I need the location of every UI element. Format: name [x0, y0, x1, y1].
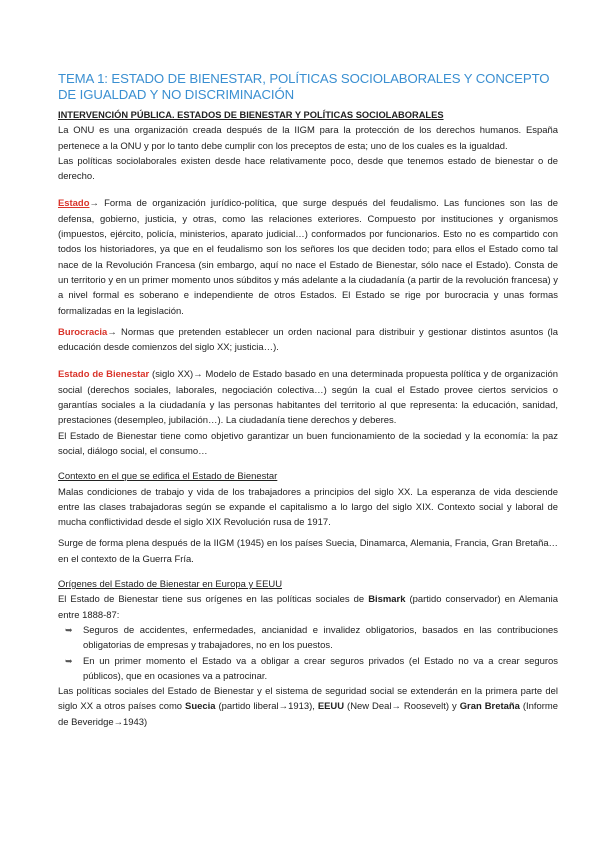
bismark-name: Bismark — [368, 594, 406, 606]
intro-paragraph-2: Las políticas sociolaborales existen desde hace relativamente poco, desde que tenemos estado de bienestar o de derecho. — [58, 155, 558, 183]
contexto-heading: Contexto en el que se edifica el Estado de Bienestar — [58, 471, 278, 483]
burocracia-text: → Normas que pretenden establecer un orden nacional para distribuir y gestionar distintos asuntos (la educación desde comienzos del siglo XX; justicia…). — [58, 326, 558, 354]
origenes-bullet-list — [58, 623, 558, 684]
estado-definition — [58, 196, 558, 318]
estado-bienestar-objective: El Estado de Bienestar tiene como objetivo garantizar un buen funcionamiento de la sociedad y la economía: la paz social, diálogo social, el consumo… — [58, 430, 558, 457]
estado-bienestar-text: (siglo XX)→ Modelo de Estado basado en una determinada propuesta política y de organización social (derechos sociales, laborales, negociación colectiva…) según la cual el Estado provee ciertos servicios o garantías sociales a la ciudadanía y las personas habitantes del territorio al que representa: la educación, sanidad, prestaciones (desempleo, jubilación…). La ciudadanía tiene derechos y deberes. — [58, 369, 558, 427]
country-suecia: Suecia — [185, 701, 216, 713]
estado-bienestar-definition — [58, 367, 558, 428]
origenes-paragraph-2: Las políticas sociales del Estado de Bienestar y el sistema de seguridad social se extenderán en la primera parte del siglo XX a otros países como Suecia (partido liberal→1913), EEUU (New Deal→ Roosevelt) y Gran Bretaña (Informe de Beveridge→1943) — [58, 686, 558, 728]
country-gran-bretana: Gran Bretaña — [459, 701, 520, 713]
intro-paragraph: La ONU es una organización creada después de la IIGM para la protección de los derechos humanos. España pertenece a la ONU y por lo tanto debe cumplir con los preceptos de esta; uno de los cuales es la igualdad. — [58, 125, 558, 152]
arrow-bullet-icon: ➥ — [65, 624, 73, 635]
estado-text: → Forma de organización jurídico-política, que surge después del feudalismo. Las funciones son las de defensa, gobierno, justicia, y otras, como las relaciones exteriores. Compuesto por instituciones y organismos (impuestos, ejército, policía, ministerios, aparato judicial…) conformados por funcionarios. Esto no es compartido con todos los historiadores, ya que en el feudalismo son los señores los que deciden todo; para ellos el Estado como tal nace de la Revolución Francesa (sin embargo, aquí no nace el Estado de Bienestar, sólo nace el Estado). Consta de un territorio y en un primer momento unos súbditos y más adelante a la ciudadanía (a partir de la revolución francesa) y a nivel formal es soberano e independiente de otros Estados. El Estado se rige por burocracia y unas formas formalizadas en la legislación. — [58, 198, 558, 317]
burocracia-definition — [58, 325, 558, 356]
arrow-bullet-icon: ➥ — [65, 655, 73, 666]
country-eeuu: EEUU — [317, 701, 345, 713]
contexto-paragraph-2: Surge de forma plena después de la IIGM (1945) en los países Suecia, Dinamarca, Alemania, Francia, Gran Bretaña… en el contexto de la Guerra Fría. — [58, 538, 558, 565]
term-estado-bienestar: Estado de Bienestar — [58, 369, 150, 381]
term-estado: Estado — [58, 198, 90, 210]
origenes-heading: Orígenes del Estado de Bienestar en Europa y EEUU — [58, 579, 283, 591]
section-heading: INTERVENCIÓN PÚBLICA. ESTADOS DE BIENESTAR Y POLÍTICAS SOCIOLABORALES — [58, 110, 444, 120]
document-title: TEMA 1: ESTADO DE BIENESTAR, POLÍTICAS SOCIOLABORALES Y CONCEPTO DE IGUALDAD Y NO DISCRIMINACIÓN — [58, 71, 550, 102]
list-item: ➥ En un primer momento el Estado va a obligar a crear seguros privados (el Estado no va a crear seguros públicos), que en ocasiones va a patrocinar. — [65, 655, 558, 682]
term-burocracia: Burocracia — [58, 326, 108, 338]
list-item: ➥ Seguros de accidentes, enfermedades, ancianidad e invalidez obligatorios, basados en las contribuciones obligatorias de empresas y trabajadores, no en los puestos. — [65, 624, 558, 652]
origenes-paragraph: El Estado de Bienestar tiene sus orígenes en las políticas sociales de Bismark (partido conservador) en Alemania entre 1888-87: — [58, 594, 559, 621]
contexto-paragraph: Malas condiciones de trabajo y vida de los trabajadores a principios del siglo XX. La esperanza de vida desciende entre las clases trabajadoras según se expande el capitalismo a lo largo del siglo XIX. Contexto social y laboral de mucha conflictividad desde el siglo XIX Revolución rusa de 1917. — [58, 486, 558, 529]
document-body — [58, 108, 558, 730]
